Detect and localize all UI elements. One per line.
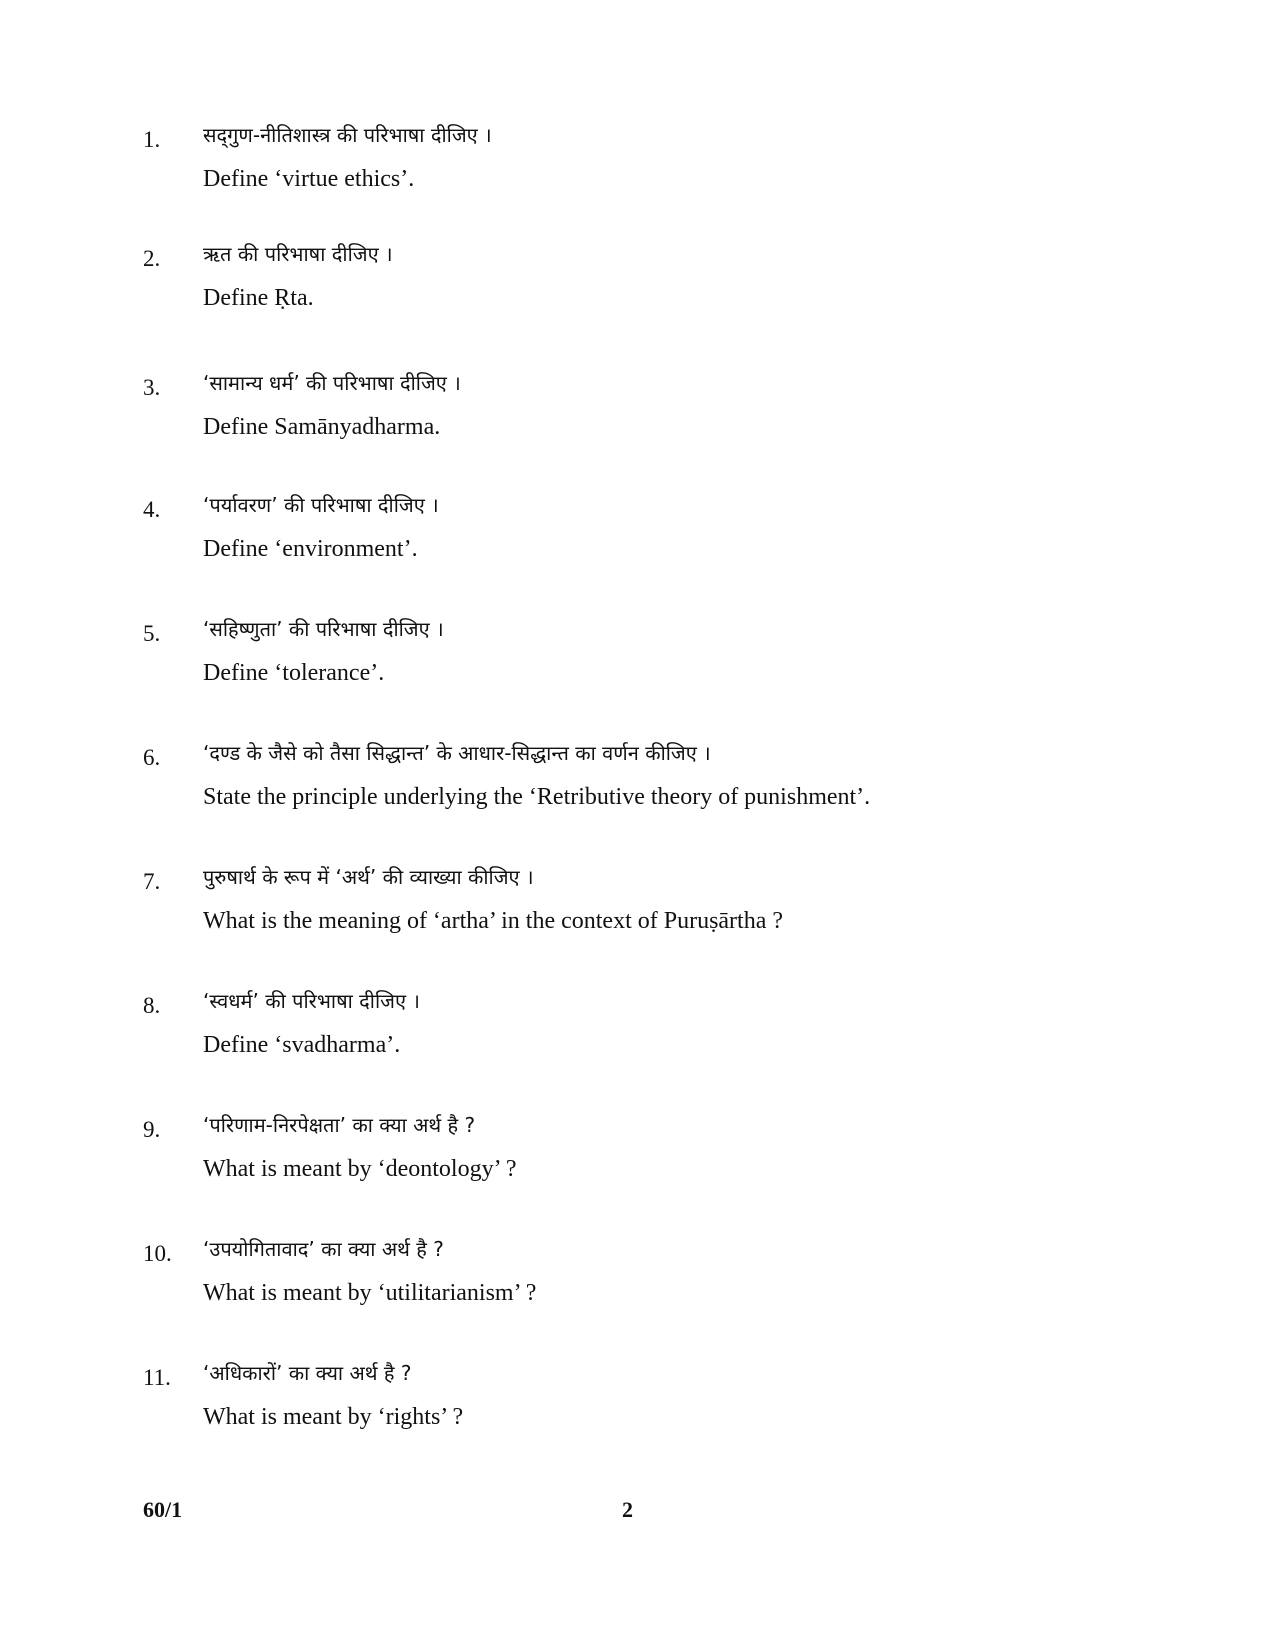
question-hindi-text: ‘सामान्य धर्म’ की परिभाषा दीजिए ।: [203, 371, 461, 395]
question-hindi-text: पुरुषार्थ के रूप में ‘अर्थ’ की व्याख्या कीजिए ।: [203, 865, 534, 889]
question-english-text: What is meant by ‘rights’ ?: [203, 1404, 464, 1430]
question-number: 3.: [143, 375, 161, 400]
question-number: 2.: [143, 246, 161, 271]
question-number: 4.: [143, 497, 161, 522]
question-number: 1.: [143, 127, 161, 152]
paper-code: 60/1: [143, 1497, 183, 1522]
question-number: 10.: [143, 1241, 172, 1266]
question-english-text: What is meant by ‘deontology’ ?: [203, 1156, 517, 1182]
question-english-text: Define ‘svadharma’.: [203, 1032, 401, 1058]
question-hindi-text: ‘अधिकारों’ का क्या अर्थ है ?: [203, 1361, 412, 1385]
question-number: 6.: [143, 745, 161, 770]
question-english-text: Define ‘tolerance’.: [203, 660, 385, 686]
question-number: 5.: [143, 621, 161, 646]
question-english-text: Define ‘environment’.: [203, 536, 418, 562]
question-english-text: Define Samānyadharma.: [203, 414, 441, 440]
question-hindi-text: ‘पर्यावरण’ की परिभाषा दीजिए ।: [203, 493, 439, 517]
question-number: 9.: [143, 1117, 161, 1142]
question-number: 11.: [143, 1365, 171, 1390]
question-english-text: State the principle underlying the ‘Retributive theory of punishment’.: [203, 784, 871, 810]
question-english-text: What is meant by ‘utilitarianism’ ?: [203, 1280, 537, 1306]
question-english-text: What is the meaning of ‘artha’ in the context of Puruṣārtha ?: [203, 908, 784, 934]
question-hindi-text: ‘उपयोगितावाद’ का क्या अर्थ है ?: [203, 1237, 444, 1261]
question-hindi-text: ‘दण्ड के जैसे को तैसा सिद्धान्त’ के आधार-सिद्धान्त का वर्णन कीजिए ।: [203, 741, 711, 765]
question-hindi-text: सद्‌गुण-नीतिशास्त्र की परिभाषा दीजिए ।: [203, 123, 492, 147]
question-hindi-text: ‘स्वधर्म’ की परिभाषा दीजिए ।: [203, 989, 421, 1013]
question-hindi-text: ‘सहिष्णुता’ की परिभाषा दीजिए ।: [203, 617, 444, 641]
question-number: 7.: [143, 869, 161, 894]
question-hindi-text: ऋत की परिभाषा दीजिए ।: [203, 242, 393, 266]
question-hindi-text: ‘परिणाम-निरपेक्षता’ का क्या अर्थ है ?: [203, 1113, 476, 1137]
question-number: 8.: [143, 993, 161, 1018]
page-number: 2: [622, 1497, 633, 1522]
question-english-text: Define ‘virtue ethics’.: [203, 166, 415, 192]
question-english-text: Define Ṛta.: [203, 285, 314, 311]
